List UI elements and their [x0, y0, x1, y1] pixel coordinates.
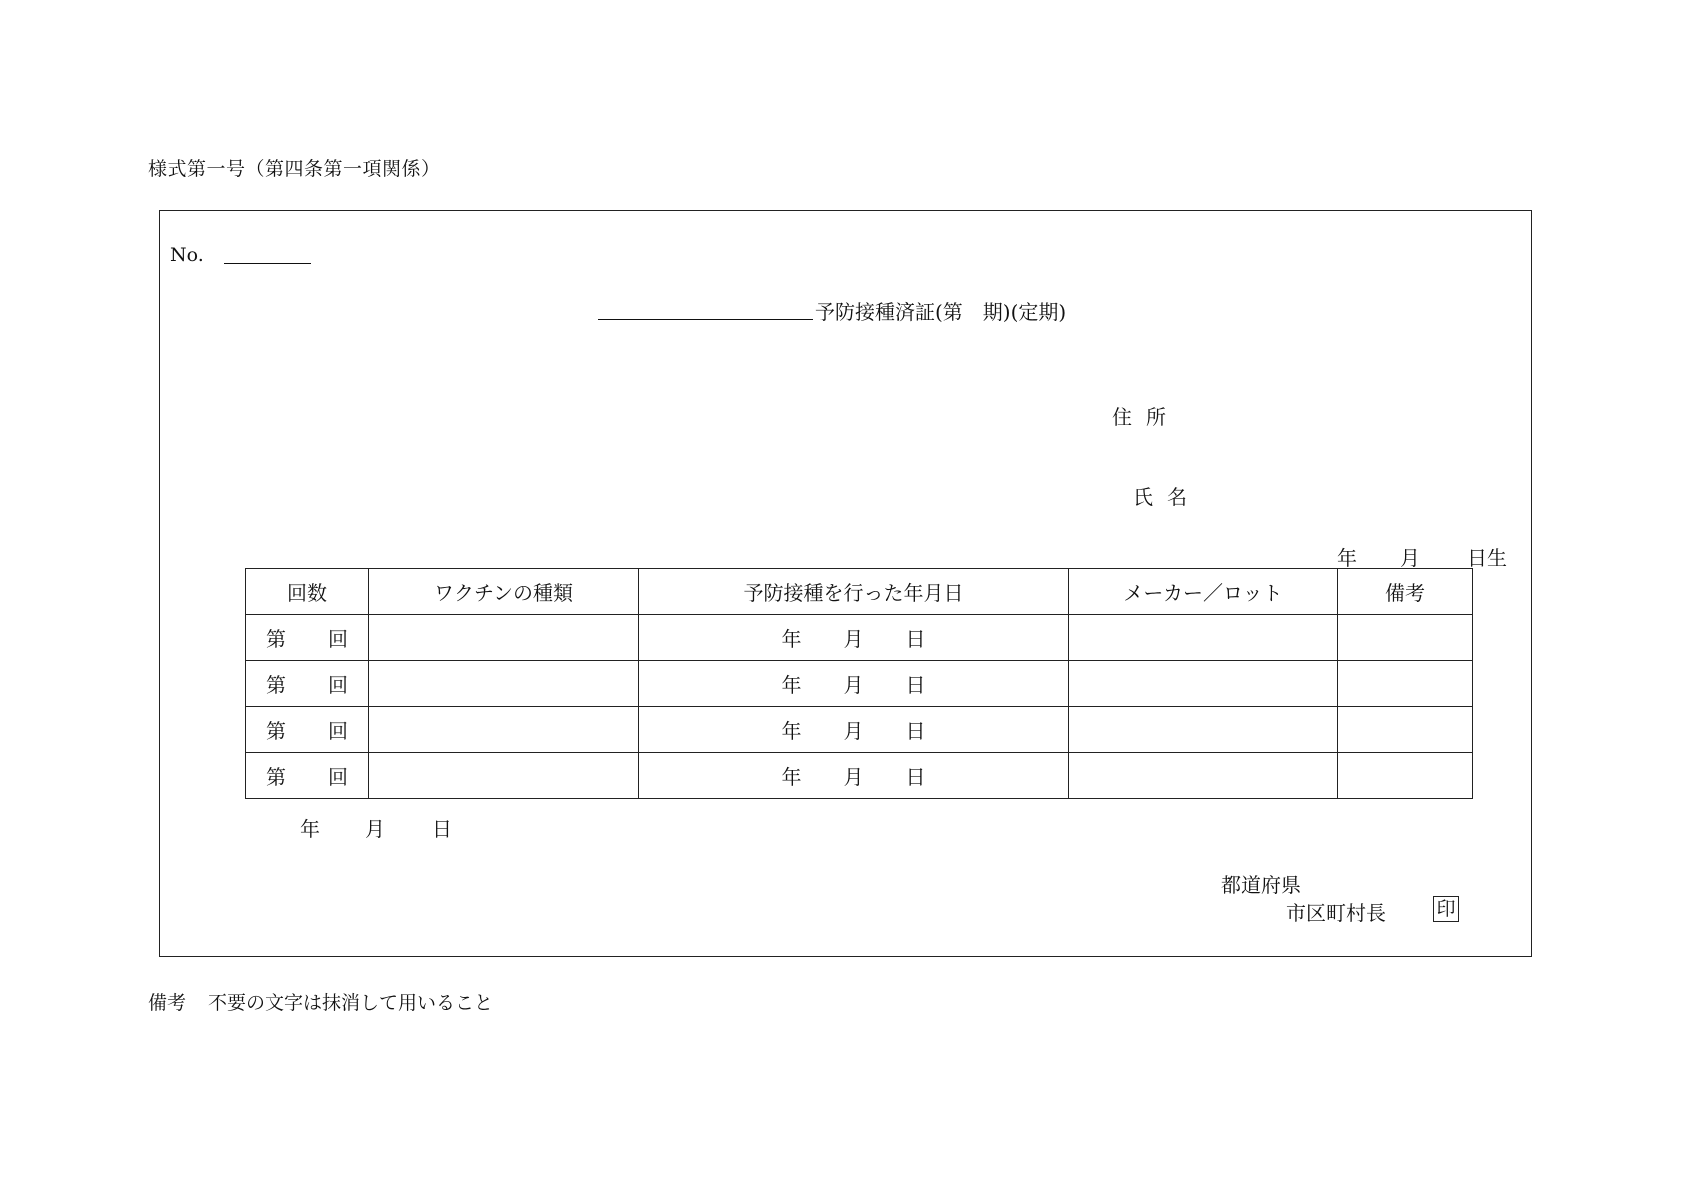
- remarks-text: 不要の文字は抹消して用いること: [208, 992, 494, 1014]
- ordinal-prefix: 第: [266, 627, 286, 651]
- ordinal-suffix: 回: [328, 627, 348, 651]
- table-row: [246, 615, 1473, 661]
- date-cell: [639, 707, 1069, 753]
- month-label: 月: [843, 627, 864, 651]
- vaccine-type-cell: [369, 615, 639, 661]
- vaccine-type-cell: [369, 707, 639, 753]
- ordinal-prefix: 第: [266, 719, 286, 743]
- month-label: 月: [843, 765, 864, 789]
- year-label: 年: [781, 765, 802, 789]
- day-label: 日: [905, 627, 926, 651]
- table-row: [246, 707, 1473, 753]
- header-vaccination-date: 予防接種を行った年月日: [639, 569, 1069, 615]
- count-cell: [246, 753, 369, 799]
- remarks-cell: [1338, 615, 1473, 661]
- birth-month-label: 月: [1400, 546, 1420, 570]
- remarks-label: 備考: [148, 992, 187, 1014]
- mayor-label: 市区町村長: [1286, 901, 1386, 925]
- count-cell: [246, 615, 369, 661]
- year-label: 年: [781, 719, 802, 743]
- maker-lot-cell: [1069, 615, 1338, 661]
- ordinal-prefix: 第: [266, 765, 286, 789]
- issue-day-label: 日: [432, 817, 452, 841]
- day-label: 日: [905, 765, 926, 789]
- vaccine-type-cell: [369, 753, 639, 799]
- month-label: 月: [843, 673, 864, 697]
- header-count: 回数: [246, 569, 369, 615]
- header-remarks: 備考: [1338, 569, 1473, 615]
- table-row: [246, 753, 1473, 799]
- count-cell: [246, 707, 369, 753]
- maker-lot-cell: [1069, 707, 1338, 753]
- year-label: 年: [781, 673, 802, 697]
- count-cell: [246, 661, 369, 707]
- number-label: No.: [170, 244, 204, 266]
- ordinal-prefix: 第: [266, 673, 286, 697]
- maker-lot-cell: [1069, 753, 1338, 799]
- birth-year-label: 年: [1337, 546, 1357, 570]
- year-label: 年: [781, 627, 802, 651]
- table-header-row: [246, 569, 1473, 615]
- issue-month-label: 月: [365, 817, 385, 841]
- remarks-cell: [1338, 661, 1473, 707]
- issue-year-label: 年: [300, 817, 320, 841]
- day-label: 日: [905, 673, 926, 697]
- ordinal-suffix: 回: [328, 765, 348, 789]
- remarks-cell: [1338, 707, 1473, 753]
- number-blank-line: [224, 263, 311, 264]
- form-label: 様式第一号（第四条第一項関係）: [148, 158, 441, 180]
- ordinal-suffix: 回: [328, 719, 348, 743]
- birth-day-label: 日生: [1467, 546, 1507, 570]
- vaccination-record-table: [245, 568, 1473, 799]
- header-maker-lot: メーカー／ロット: [1069, 569, 1338, 615]
- remarks-cell: [1338, 753, 1473, 799]
- name-label: 氏名: [1133, 485, 1201, 509]
- remarks-note: [148, 988, 493, 1015]
- date-cell: [639, 615, 1069, 661]
- seal-mark: 印: [1433, 896, 1459, 922]
- prefecture-label: 都道府県: [1221, 873, 1301, 897]
- month-label: 月: [843, 719, 864, 743]
- header-vaccine-type: ワクチンの種類: [369, 569, 639, 615]
- table-row: [246, 661, 1473, 707]
- day-label: 日: [905, 719, 926, 743]
- date-cell: [639, 661, 1069, 707]
- title-blank-line: [598, 319, 813, 320]
- certificate-title: 予防接種済証(第 期)(定期): [815, 300, 1067, 324]
- vaccine-type-cell: [369, 661, 639, 707]
- date-cell: [639, 753, 1069, 799]
- maker-lot-cell: [1069, 661, 1338, 707]
- address-label: 住所: [1112, 405, 1180, 429]
- ordinal-suffix: 回: [328, 673, 348, 697]
